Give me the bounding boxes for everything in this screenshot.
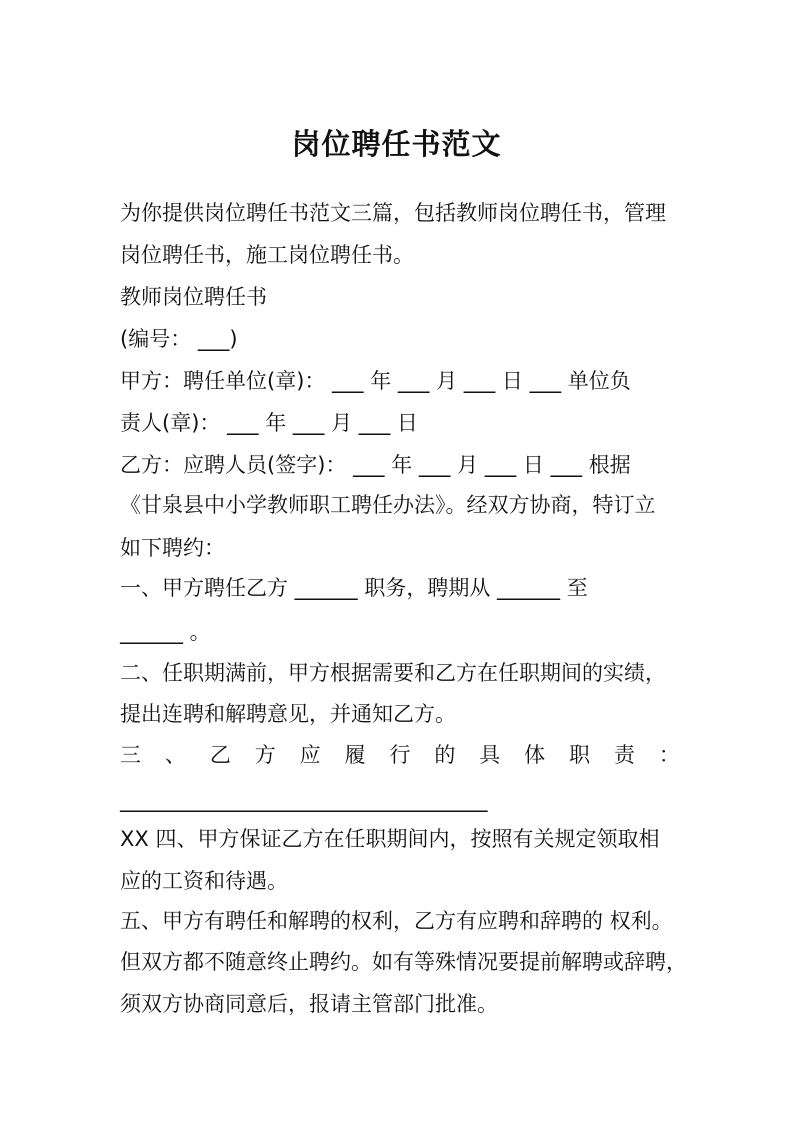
justified-character: 体 (524, 743, 546, 767)
section-heading: 教师岗位聘任书 (120, 285, 267, 309)
paragraph-line: 二、任职期满前，甲方根据需要和乙方在任职期间的实绩， (120, 661, 666, 685)
justified-character: 三 (120, 743, 141, 767)
paragraph-line: 《甘泉县中小学教师职工聘任办法》。经双方协商，特订立 (120, 493, 656, 517)
paragraph-line: 为你提供岗位聘任书范文三篇，包括教师岗位聘任书，管理 (120, 201, 666, 225)
paragraph-line: 甲方：聘任单位(章)： ___ 年 ___ 月 ___ 日 ___ 单位负 (120, 369, 631, 393)
document-title: 岗位聘任书范文 (291, 127, 502, 161)
justified-character: 行 (389, 743, 411, 767)
justified-character: 应 (299, 743, 321, 767)
paragraph-line: (编号： ___) (120, 327, 238, 351)
justified-character: 、 (164, 743, 186, 767)
justified-character: 职 (569, 743, 591, 767)
justified-character: 的 (434, 743, 456, 767)
blank-underline-line: ___________________________________ (120, 788, 488, 812)
justified-character: 方 (254, 743, 276, 767)
justified-paragraph-line (120, 740, 680, 770)
paragraph-line: ______ 。 (120, 620, 211, 644)
paragraph-line: 如下聘约： (120, 536, 225, 560)
paragraph-line: XX 四、甲方保证乙方在任职期间内，按照有关规定领取相 (120, 827, 660, 851)
paragraph-line: 须双方协商同意后，报请主管部门批准。 (120, 992, 498, 1016)
paragraph-line: 但双方都不随意终止聘约。如有等殊情况要提前解聘或辞聘， (120, 950, 687, 974)
justified-character: 乙 (209, 743, 231, 767)
justified-character: ： (658, 743, 680, 767)
justified-character: 履 (344, 743, 366, 767)
paragraph-line: 一、甲方聘任乙方 ______ 职务，聘期从 ______ 至 (120, 576, 588, 600)
justified-character: 具 (479, 743, 501, 767)
paragraph-line: 责人(章)： ___ 年 ___ 月 ___ 日 (120, 411, 418, 435)
paragraph-line: 五、甲方有聘任和解聘的权利，乙方有应聘和辞聘的 权利。 (120, 909, 673, 933)
paragraph-line: 应的工资和待遇。 (120, 869, 288, 893)
justified-character: 责 (613, 743, 635, 767)
paragraph-line: 岗位聘任书，施工岗位聘任书。 (120, 243, 414, 267)
paragraph-line: 提出连聘和解聘意见，并通知乙方。 (120, 702, 456, 726)
paragraph-line: 乙方：应聘人员(签字)： ___ 年 ___ 月 ___ 日 ___ 根据 (120, 453, 631, 477)
